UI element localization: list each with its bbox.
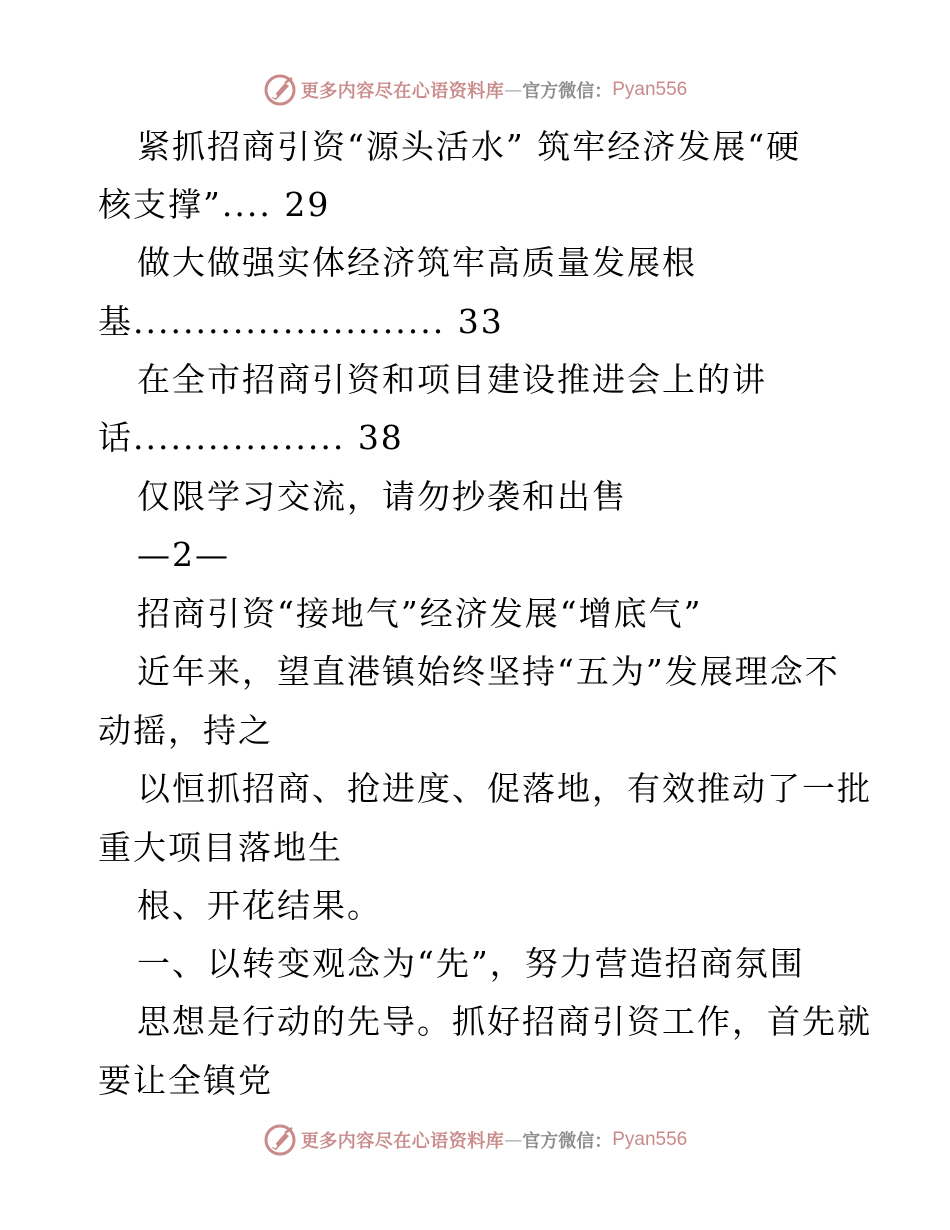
quill-pen-logo-icon (263, 73, 297, 107)
watermark-account: Pyan556 (612, 79, 688, 100)
page-number: —2— (137, 535, 230, 574)
subheading: 一、以转变观念为“先”，努力营造招商氛围 (137, 944, 805, 983)
watermark-dash: — (504, 79, 523, 101)
paragraph-line: 思想是行动的先导。抓好招商引资工作，首先就 (137, 1002, 872, 1041)
paragraph-line: 近年来，望直港镇始终坚持“五为”发展理念不 (137, 652, 840, 691)
watermark-dash: — (504, 1129, 523, 1151)
paragraph-line: 以恒抓招商、抢进度、促落地，有效推动了一批 (137, 769, 872, 808)
watermark-official-label: 官方微信： (522, 1131, 613, 1152)
toc-entry-line: 核支撑”.... 29 (98, 185, 331, 224)
quill-pen-logo-icon (263, 1123, 297, 1157)
toc-entry-line: 话................. 38 (98, 418, 404, 457)
watermark-official-label: 官方微信： (522, 81, 613, 102)
paragraph-line: 重大项目落地生 (98, 828, 343, 867)
paragraph-line: 根、开花结果。 (137, 886, 382, 925)
toc-entry-line: 在全市招商引资和项目建设推进会上的讲 (137, 360, 767, 399)
watermark-text: 更多内容尽在心语资料库 (300, 81, 505, 102)
toc-entry-line: 基......................... 33 (98, 302, 504, 341)
toc-entry-line: 做大做强实体经济筑牢高质量发展根 (137, 243, 697, 282)
paragraph-line: 动摇，持之 (98, 711, 273, 750)
watermark-text: 更多内容尽在心语资料库 (300, 1131, 505, 1152)
watermark-account: Pyan556 (612, 1129, 688, 1150)
section-title: 招商引资“接地气”经济发展“增底气” (137, 594, 703, 633)
paragraph-line: 要让全镇党 (98, 1061, 273, 1100)
watermark-banner-bottom (0, 1120, 950, 1160)
watermark-banner-top (0, 70, 950, 110)
notice-line: 仅限学习交流，请勿抄袭和出售 (137, 477, 627, 516)
toc-entry-line: 紧抓招商引资“源头活水” 筑牢经济发展“硬 (137, 127, 802, 166)
